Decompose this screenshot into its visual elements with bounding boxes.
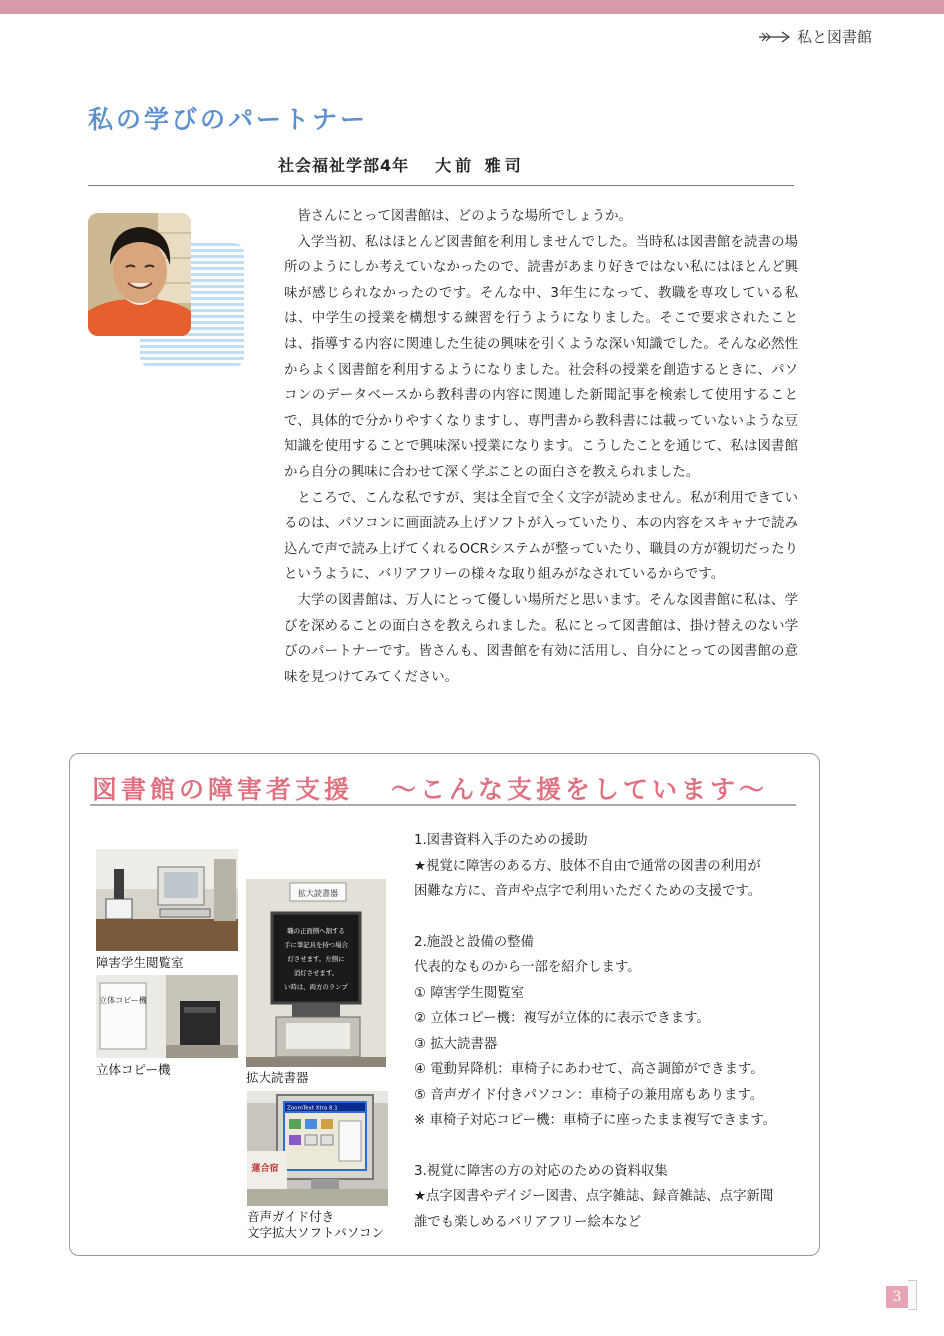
copier-photo [96, 975, 238, 1058]
author-name: 大前 雅司 [435, 156, 525, 175]
magnifier-photo [246, 879, 386, 1067]
support-section-line: ① 障害学生閲覧室 [414, 985, 524, 1001]
support-section-line: ★視覚に障害のある方、肢体不自由で通常の図書の利用が [414, 858, 761, 874]
zoom-pc-caption-line: 音声ガイド付き [247, 1209, 335, 1224]
arrow-icon [759, 31, 791, 43]
support-section-line: ※ 車椅子対応コピー機：車椅子に座ったまま複写できます。 [414, 1113, 777, 1128]
essay-body [284, 204, 798, 690]
reading-room-caption: 障害学生閲覧室 [96, 955, 184, 970]
author-portrait [88, 213, 191, 336]
support-details [414, 828, 814, 1235]
page-corner-decoration [908, 1280, 917, 1310]
magnifier-sign-text: 拡大読書器 [298, 889, 338, 898]
byline [278, 153, 525, 176]
support-section-line: 困難な方に、音声や点字で利用いただくための支援です。 [414, 884, 762, 899]
support-section-line: 代表的なものから一部を紹介します。 [414, 960, 641, 975]
page-number: 3 [886, 1286, 908, 1308]
copier-sign-text: 立体コピー機 [99, 996, 147, 1005]
support-section-line: ③ 拡大読書器 [414, 1036, 498, 1052]
zoom-pc-caption-line: 文字拡大ソフトパソコン [247, 1225, 385, 1240]
support-section-line: ⑤ 音声ガイド付きパソコン：車椅子の兼用席もあります。 [414, 1087, 764, 1103]
support-panel-title [92, 770, 768, 806]
magnifier-caption: 拡大読書器 [246, 1070, 309, 1085]
magnifier-screen-text: い時は、両方のランプ [284, 983, 348, 991]
support-section-line: ★点字図書やデイジー図書、点字雑誌、録音雑誌、点字新聞 [414, 1189, 774, 1204]
magnifier-screen-text: 手に筆記具を持つ場合 [284, 941, 348, 949]
support-subtitle: ～こんな支援をしています～ [391, 775, 769, 804]
support-section-heading: 3.視覚に障害の方の対応のための資料収集 [414, 1163, 668, 1179]
author-affiliation: 社会福祉学部4年 [278, 156, 410, 175]
section-tag [759, 26, 872, 47]
zoom-pc-caption [247, 1209, 384, 1241]
article-title: 私の学びのパートナー [88, 105, 369, 134]
support-section-line: 誰でも楽しめるバリアフリー絵本など [414, 1214, 642, 1230]
essay-paragraph: 皆さんにとって図書館は、どのような場所でしょうか。 [297, 209, 632, 224]
zoom-pc-sign: 蓮合宿 [251, 1164, 279, 1174]
section-tag-label: 私と図書館 [796, 28, 872, 46]
essay-paragraph: 大学の図書館は、万人にとって優しい場所だと思います。そんな図書館に私は、学びを深めることの面白さを教えられました。私にとって図書館は、掛け替えのない学びのパートナーです。皆さんも、図書館を有効に活用し、自分にとっての図書館の意味を見つけてみてください。 [284, 592, 798, 685]
support-section-line: ② 立体コピー機：複写が立体的に表示できます。 [414, 1011, 710, 1026]
magnifier-screen-text: 消灯させます。 [293, 969, 339, 977]
support-title-divider [90, 804, 796, 806]
support-title: 図書館の障害者支援 [92, 775, 354, 804]
support-section-heading: 1.図書資料入手のための援助 [414, 833, 588, 848]
essay-paragraph: 入学当初、私はほとんど図書館を利用しませんでした。当時私は図書館を読書の場所のようにしか考えていなかったので、読書があまり好きではない私にはほとんど興味が感じられなかったのです。そんな中、3年生になって、教職を専攻している私は、中学生の授業を構想する練習を行うようになりました。そこで要求されたことは、指導する内容に関連した生徒の興味を引くような深い知識でした。そんな必然性からよく図書館を利用するようになりました。社会科の授業を創造するときに、パソコンのデータベースから教科書の内容に関連した新聞記事を検索して使用することで、具体的で分かりやすくなりますし、専門書から教科書には載っていないような豆知識を使用することで興味深い授業になります。こうしたことを通じて、私は図書館から自分の興味に合わせて深く学ぶことの面白さを教えられました。 [284, 234, 798, 480]
essay-paragraph: ところで、こんな私ですが、実は全盲で全く文字が読めません。私が利用できているのは、パソコンに画面読み上げソフトが入っていたり、本の内容をスキャナで読み込んで声で読み上げてくれるOCRシステムが整っていたり、職員の方が親切だったりというように、バリアフリーの様々な取り組みがなされているからです。 [284, 490, 798, 583]
magnifier-screen-text: 灯させます。左側に [287, 955, 345, 963]
magnifier-screen-text: 職の正面側へ割する [287, 927, 345, 935]
top-color-band [0, 0, 944, 14]
support-section-line: ④ 電動昇降机：車椅子にあわせて、高さ調節ができます。 [414, 1062, 764, 1077]
support-section-heading: 2.施設と設備の整備 [414, 934, 534, 950]
zoom-pc-photo [247, 1091, 388, 1206]
byline-divider [88, 185, 794, 186]
zoom-window-title: ZoomText Xtra 8.1 [287, 1105, 338, 1112]
reading-room-photo [96, 849, 238, 951]
copier-caption: 立体コピー機 [96, 1062, 171, 1077]
